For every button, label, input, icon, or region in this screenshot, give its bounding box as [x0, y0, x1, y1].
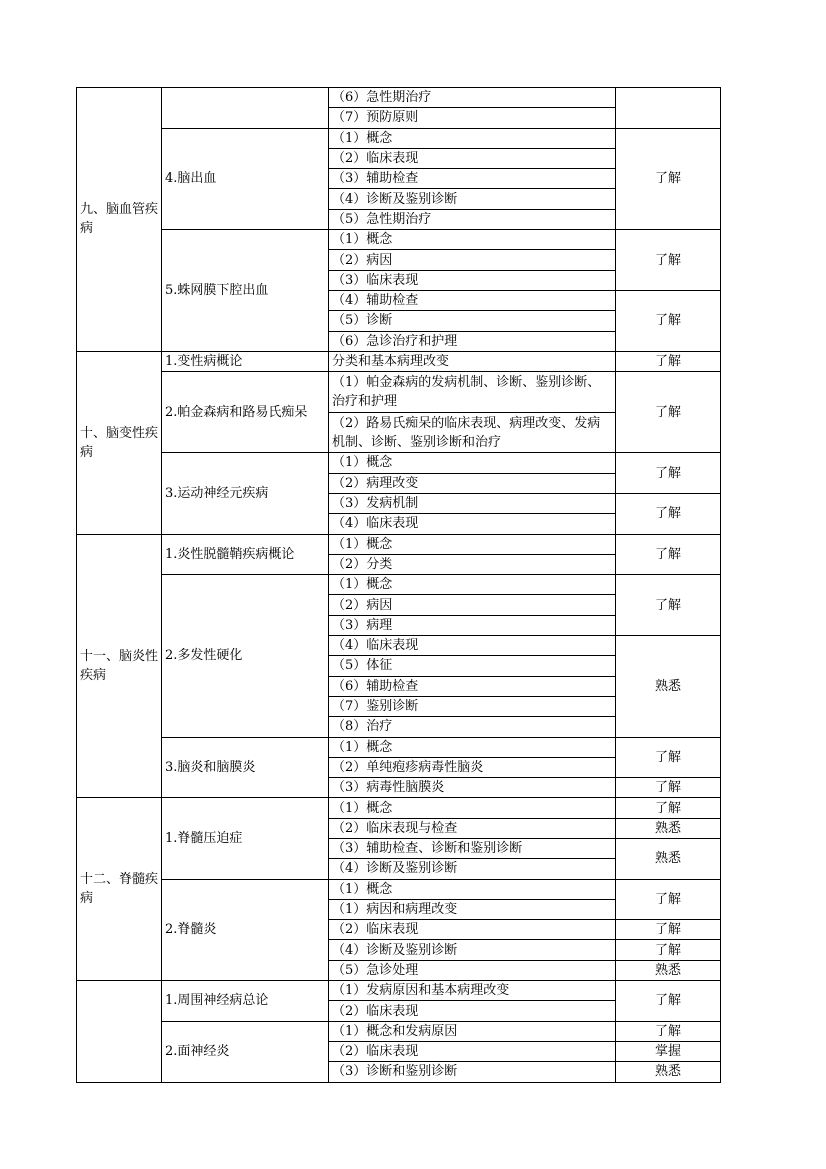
knowledge-point: （1）概念	[329, 453, 616, 473]
knowledge-point: （3）辅助检查	[329, 169, 616, 189]
knowledge-point: （5）诊断	[329, 311, 616, 331]
knowledge-point: （5）急诊处理	[329, 960, 616, 980]
item-name: 2.脊髓炎	[162, 879, 329, 980]
knowledge-point: （2）病因	[329, 250, 616, 270]
knowledge-point: （1）概念	[329, 534, 616, 554]
knowledge-point: （2）路易氏痴呆的临床表现、病理改变、发病机制、诊断、鉴别诊断和治疗	[329, 412, 616, 453]
table-row	[77, 230, 721, 250]
table-row	[77, 737, 721, 757]
item-name: 1.变性病概论	[162, 351, 329, 371]
knowledge-point: （4）辅助检查	[329, 290, 616, 310]
knowledge-point: （1）发病原因和基本病理改变	[329, 981, 616, 1001]
requirement-level	[616, 88, 721, 129]
requirement-level: 了解	[616, 230, 721, 291]
item-name	[162, 88, 329, 129]
knowledge-point: （4）诊断及鉴别诊断	[329, 940, 616, 960]
knowledge-point: （8）治疗	[329, 717, 616, 737]
requirement-level: 了解	[616, 879, 721, 920]
knowledge-point: （2）临床表现	[329, 1001, 616, 1021]
knowledge-point: （3）临床表现	[329, 270, 616, 290]
item-name: 2.帕金森病和路易氏痴呆	[162, 372, 329, 453]
item-name: 1.脊髓压迫症	[162, 798, 329, 879]
table-row	[77, 534, 721, 554]
requirement-level: 熟悉	[616, 636, 721, 737]
knowledge-point: （7）预防原则	[329, 108, 616, 128]
knowledge-point: （6）辅助检查	[329, 676, 616, 696]
requirement-level: 了解	[616, 493, 721, 534]
knowledge-point: （1）概念	[329, 879, 616, 899]
knowledge-point: （2）临床表现	[329, 1041, 616, 1061]
table-row	[77, 453, 721, 473]
knowledge-point: （5）体征	[329, 656, 616, 676]
item-name: 3.运动神经元疾病	[162, 453, 329, 534]
requirement-level: 了解	[616, 940, 721, 960]
item-name: 1.炎性脱髓鞘疾病概论	[162, 534, 329, 575]
knowledge-point: （3）病理	[329, 615, 616, 635]
table-row	[77, 372, 721, 413]
knowledge-point: （1）概念	[329, 230, 616, 250]
knowledge-point: （4）诊断及鉴别诊断	[329, 189, 616, 209]
knowledge-point: （1）概念	[329, 575, 616, 595]
requirement-level: 掌握	[616, 1041, 721, 1061]
table-row	[77, 88, 721, 108]
requirement-level: 熟悉	[616, 818, 721, 838]
requirement-level: 了解	[616, 1021, 721, 1041]
knowledge-point: （2）病理改变	[329, 473, 616, 493]
knowledge-point: （7）鉴别诊断	[329, 696, 616, 716]
requirement-level: 了解	[616, 351, 721, 371]
requirement-level: 了解	[616, 128, 721, 229]
syllabus-body	[77, 88, 721, 1083]
knowledge-point: （3）病毒性脑膜炎	[329, 778, 616, 798]
knowledge-point: （2）临床表现与检查	[329, 818, 616, 838]
knowledge-point: （2）分类	[329, 554, 616, 574]
requirement-level: 了解	[616, 534, 721, 575]
table-row	[77, 128, 721, 148]
requirement-level: 熟悉	[616, 1062, 721, 1082]
item-name: 2.多发性硬化	[162, 575, 329, 737]
table-row	[77, 575, 721, 595]
item-name: 3.脑炎和脑膜炎	[162, 737, 329, 798]
section-title: 十二、脊髓疾病	[77, 798, 162, 981]
item-name: 2.面神经炎	[162, 1021, 329, 1082]
knowledge-point: 分类和基本病理改变	[329, 351, 616, 371]
knowledge-point: （4）临床表现	[329, 636, 616, 656]
knowledge-point: （2）病因	[329, 595, 616, 615]
requirement-level: 了解	[616, 453, 721, 494]
section-title	[77, 981, 162, 1082]
knowledge-point: （3）发病机制	[329, 493, 616, 513]
knowledge-point: （5）急性期治疗	[329, 209, 616, 229]
table-row	[77, 798, 721, 818]
table-row	[77, 879, 721, 899]
requirement-level: 了解	[616, 737, 721, 778]
knowledge-point: （1）概念和发病原因	[329, 1021, 616, 1041]
item-name: 5.蛛网膜下腔出血	[162, 230, 329, 352]
knowledge-point: （1）概念	[329, 798, 616, 818]
knowledge-point: （6）急性期治疗	[329, 88, 616, 108]
table-row	[77, 981, 721, 1001]
item-name: 1.周围神经病总论	[162, 981, 329, 1022]
knowledge-point: （3）辅助检查、诊断和鉴别诊断	[329, 838, 616, 858]
knowledge-point: （2）临床表现	[329, 920, 616, 940]
section-title: 十一、脑炎性疾病	[77, 534, 162, 798]
knowledge-point: （1）概念	[329, 737, 616, 757]
knowledge-point: （1）病因和病理改变	[329, 899, 616, 919]
syllabus-table	[76, 87, 721, 1083]
knowledge-point: （1）帕金森病的发病机制、诊断、鉴别诊断、治疗和护理	[329, 372, 616, 413]
section-title: 九、脑血管疾病	[77, 88, 162, 352]
knowledge-point: （1）概念	[329, 128, 616, 148]
knowledge-point: （2）临床表现	[329, 148, 616, 168]
knowledge-point: （3）诊断和鉴别诊断	[329, 1062, 616, 1082]
requirement-level: 了解	[616, 981, 721, 1022]
requirement-level: 了解	[616, 575, 721, 636]
requirement-level: 了解	[616, 290, 721, 351]
table-row	[77, 351, 721, 371]
item-name: 4.脑出血	[162, 128, 329, 229]
requirement-level: 了解	[616, 920, 721, 940]
requirement-level: 了解	[616, 798, 721, 818]
knowledge-point: （4）诊断及鉴别诊断	[329, 859, 616, 879]
section-title: 十、脑变性疾病	[77, 351, 162, 534]
requirement-level: 了解	[616, 778, 721, 798]
requirement-level: 熟悉	[616, 838, 721, 879]
table-row	[77, 1021, 721, 1041]
requirement-level: 熟悉	[616, 960, 721, 980]
knowledge-point: （2）单纯疱疹病毒性脑炎	[329, 757, 616, 777]
knowledge-point: （4）临床表现	[329, 514, 616, 534]
requirement-level: 了解	[616, 372, 721, 453]
knowledge-point: （6）急诊治疗和护理	[329, 331, 616, 351]
